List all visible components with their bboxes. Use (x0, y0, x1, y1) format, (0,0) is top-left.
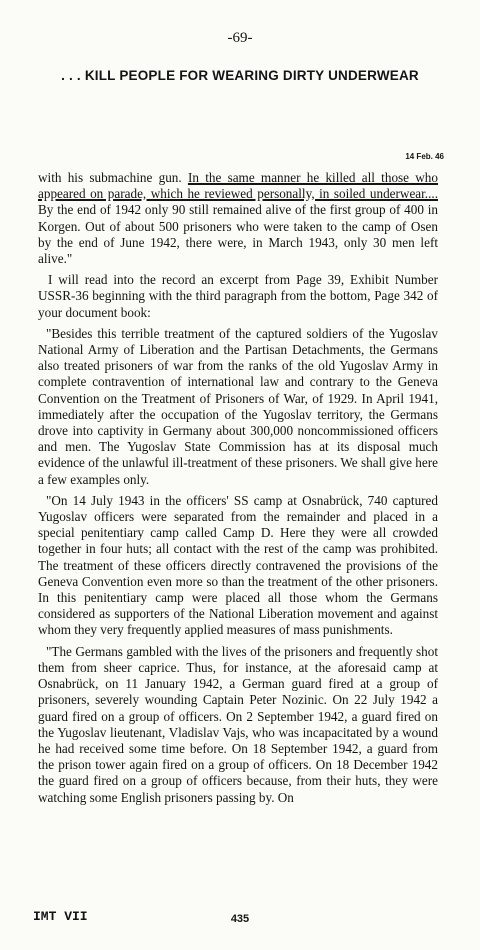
page-title: . . . KILL PEOPLE FOR WEARING DIRTY UNDERWEAR (61, 68, 419, 83)
volume-label: IMT VII (33, 909, 88, 924)
page-number: -69- (227, 30, 253, 46)
date-note: 14 Feb. 46 (405, 152, 444, 161)
paragraph-1-end: By the end of 1942 only 90 still remained alive of the first group of 400 in Korgen. Out of about 500 prisoners who were taken to the camp of Osen by the end of June 1942, there were, in March 1943, only 30 men left alive." (38, 202, 438, 267)
paragraph-1 (38, 170, 438, 267)
paragraph-2: I will read into the record an excerpt from Page 39, Exhibit Number USSR-36 beginning with the third paragraph from the bottom, Page 342 of your document book: (38, 272, 438, 320)
paragraph-4: "On 14 July 1943 in the officers' SS camp at Osnabrück, 740 captured Yugoslav officers were separated from the remainder and placed in a special penitentiary camp called Camp D. Here they were all crowded together in four huts; all contact with the rest of the camp was prohibited. The treatment of these officers directly contravened the provisions of the Geneva Convention even more so than the treatment of the other prisoners. In this penitentiary camp were placed all those whom the Germans considered as supporters of the National Liberation movement and against whom they very frequently applied measures of mass punishments. (38, 492, 438, 638)
document-body (38, 170, 438, 811)
underlined-passage: In the same manner he killed all those who appeared on parade, which he reviewed personally, in soiled underwear.... (38, 170, 438, 202)
paragraph-5: "The Germans gambled with the lives of the prisoners and frequently shot them from sheer caprice. Thus, for instance, at the aforesaid camp at Osnabrück, on 11 January 1942, a German guard fired at a group of prisoners, severely wounding Captain Peter Nozinic. On 22 July 1942 a guard fired on a group of officers. On 2 September 1942, a guard fired on the Yugoslav lieutenant, Vladislav Vajs, who was incapacitated by a wound he had received some time before. On 18 September 1942, a guard from the prison tower again fired on a group of officers. On 18 December 1942 the guard fired on a group of officers because, from their huts, they were watching some English prisoners passing by. On (38, 643, 438, 805)
footer-page-number: 435 (230, 913, 250, 925)
paragraph-3: "Besides this terrible treatment of the captured soldiers of the Yugoslav National Army of Liberation and the Partisan Detachments, the Germans also treated prisoners of war from the ranks of the old Yugoslav Army in complete contravention of international law and contrary to the Geneva Convention on the Treatment of Prisoners of War, of 1929. In April 1941, immediately after the occupation of the Yugoslav territory, the Germans drove into captivity in Germany about 300,000 noncommissioned officers and men. The Yugoslav State Commission has at its disposal much evidence of the unlawful ill-treatment of these prisoners. We shall give here a few examples only. (38, 325, 438, 487)
paragraph-1-start: with his submachine gun. (38, 170, 188, 185)
